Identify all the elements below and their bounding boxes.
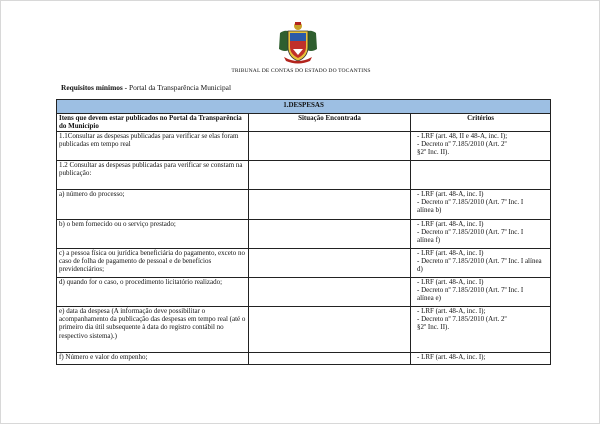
column-header-criteria: Critérios (411, 114, 551, 132)
table-row (57, 132, 551, 161)
criteria-line: - LRF (art. 48, II e 48-A, inc. I); (417, 132, 508, 140)
item-cell: d) quando for o caso, o procedimento licitatório realizado; (57, 278, 249, 307)
table-row (57, 190, 551, 220)
criteria-line: - Decreto nº 7.185/2010 (Art. 7º Inc. I (417, 286, 524, 295)
criteria-cell (411, 220, 551, 249)
situation-cell[interactable] (249, 220, 411, 249)
criteria-line: - LRF (art. 48-A, inc. I) (417, 190, 484, 198)
situation-cell[interactable] (249, 278, 411, 307)
column-header-situation: Situação Encontrada (249, 114, 411, 132)
criteria-line: - Decreto nº 7.185/2010 (Art. 7º Inc. I (417, 198, 524, 207)
table-row (57, 161, 551, 190)
situation-cell[interactable] (249, 353, 411, 365)
expenses-table (56, 99, 551, 365)
criteria-line: - Decreto nº 7.185/2010 (Art. 7º Inc. I alínea d) (417, 257, 542, 274)
requirements-line (61, 83, 231, 92)
situation-cell[interactable] (249, 307, 411, 353)
item-cell: c) a pessoa física ou jurídica beneficiária do pagamento, exceto no caso de folha de pagamento de pessoal e de benefícios previdenciários; (57, 249, 249, 278)
criteria-line: §2º Inc. II). (417, 148, 450, 157)
criteria-line: - Decreto nº 7.185/2010 (Art. 2º (417, 140, 507, 149)
section-title: 1.DESPESAS (57, 100, 551, 114)
requirements-label: Requisitos mínimos - (61, 83, 128, 92)
criteria-line: - LRF (art. 48-A, inc. I) (417, 249, 484, 257)
table-row (57, 249, 551, 278)
court-name: TRIBUNAL DE CONTAS DO ESTADO DO TOCANTINS (231, 68, 371, 74)
criteria-cell (411, 278, 551, 307)
table-row (57, 220, 551, 249)
criteria-line: - LRF (art. 48-A, inc. I) (417, 278, 484, 286)
criteria-line: - LRF (art. 48-A, inc. I); (417, 307, 486, 315)
criteria-cell (411, 307, 551, 353)
item-cell: a) número do processo; (57, 190, 249, 220)
item-cell: b) o bem fornecido ou o serviço prestado; (57, 220, 249, 249)
criteria-cell (411, 353, 551, 365)
situation-cell[interactable] (249, 249, 411, 278)
item-cell: 1.2 Consultar as despesas publicadas para verificar se constam na publicação: (57, 161, 249, 190)
situation-cell[interactable] (249, 190, 411, 220)
item-cell: e) data da despesa (A informação deve possibilitar o acompanhamento da publicação das despesas em tempo real (até o primeiro dia útil subsequente à data do registro contábil no respectivo sistema).) (57, 307, 249, 353)
situation-cell[interactable] (249, 132, 411, 161)
situation-cell[interactable] (249, 161, 411, 190)
criteria-line: - LRF (art. 48-A, inc. I); (417, 353, 486, 361)
table-row (57, 307, 551, 353)
criteria-line: alínea f) (417, 236, 441, 245)
criteria-line: alínea e) (417, 294, 441, 303)
table-row (57, 353, 551, 365)
requirements-value: Portal da Transparência Municipal (128, 83, 231, 92)
criteria-line: - LRF (art. 48-A, inc. I) (417, 220, 484, 228)
criteria-line: §2º Inc. II). (417, 323, 450, 332)
criteria-line: alínea b) (417, 206, 442, 215)
criteria-cell (411, 190, 551, 220)
criteria-line: - Decreto nº 7.185/2010 (Art. 2º (417, 315, 507, 324)
criteria-cell (411, 161, 551, 190)
item-cell: f) Número e valor do empenho; (57, 353, 249, 365)
criteria-line: - Decreto nº 7.185/2010 (Art. 7º Inc. I (417, 228, 524, 237)
coat-of-arms-emblem (275, 19, 321, 65)
column-header-items: Itens que devem estar publicados no Portal da Transparência do Município (57, 114, 249, 132)
criteria-cell (411, 249, 551, 278)
table-row (57, 278, 551, 307)
criteria-cell (411, 132, 551, 161)
item-cell: 1.1Consultar as despesas publicadas para verificar se elas foram publicadas em tempo real (57, 132, 249, 161)
